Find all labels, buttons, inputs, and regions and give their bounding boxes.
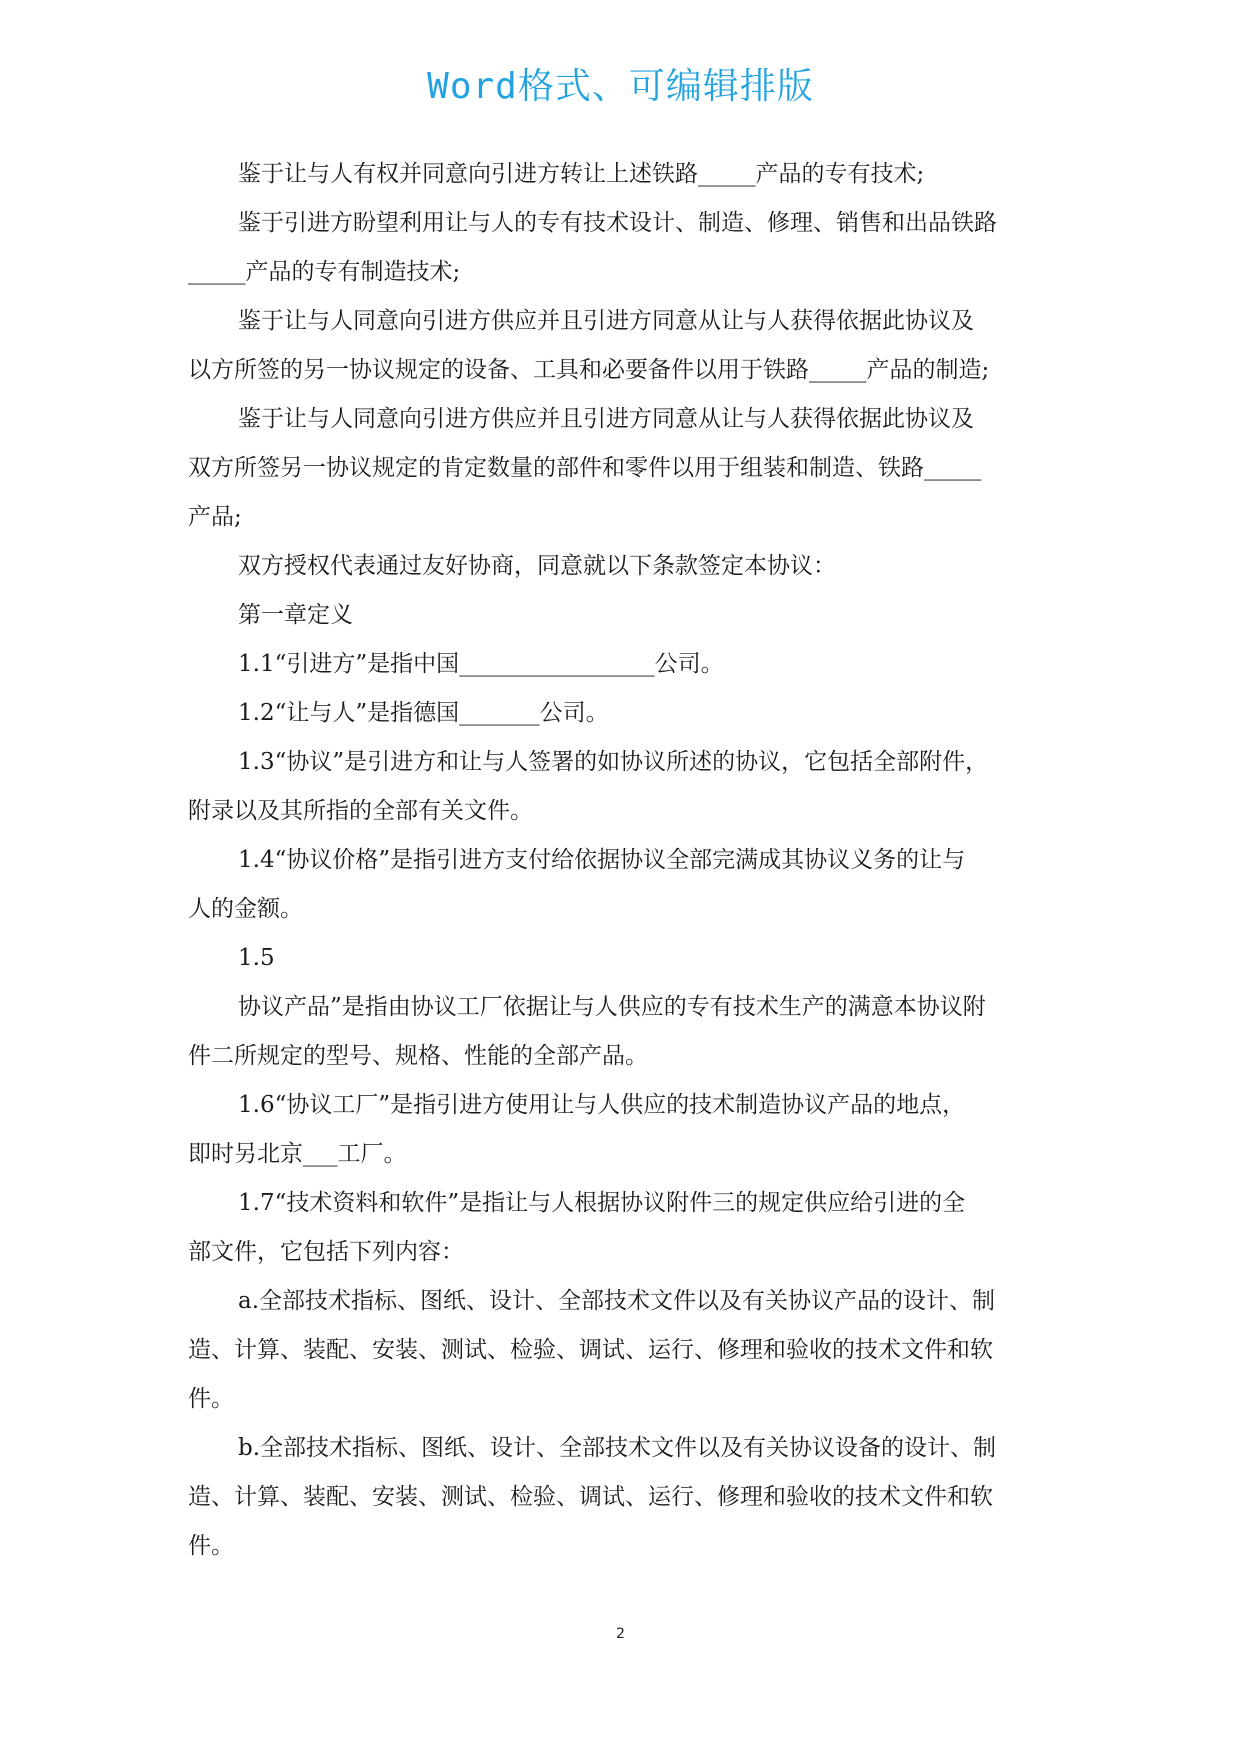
paragraph-line: _____产品的专有制造技术; [188, 259, 461, 285]
paragraph-line: 鉴于引进方盼望利用让与人的专有技术设计、制造、修理、销售和出品铁路 [238, 210, 997, 236]
paragraph-line: 件二所规定的型号、规格、性能的全部产品。 [188, 1043, 648, 1069]
definition-line: 1.2“让与人”是指德国_______公司。 [238, 700, 609, 726]
definition-line: 1.4“协议价格”是指引进方支付给依据协议全部完满成其协议义务的让与 [238, 847, 966, 873]
paragraph-line: 件。 [188, 1386, 234, 1412]
paragraph-line: 即时另北京___工厂。 [188, 1141, 407, 1167]
document-body [188, 150, 1058, 1571]
definition-line: 1.1“引进方”是指中国_________________公司。 [238, 651, 724, 677]
paragraph-line: 件。 [188, 1533, 234, 1559]
paragraph-line: 造、计算、装配、安装、测试、检验、调试、运行、修理和验收的技术文件和软 [188, 1337, 993, 1363]
definition-number: 1.5 [238, 945, 275, 971]
paragraph-line: 鉴于让与人有权并同意向引进方转让上述铁路_____产品的专有技术; [238, 161, 925, 187]
paragraph-line: 产品; [188, 504, 242, 530]
paragraph-line: 人的金额。 [188, 896, 303, 922]
definition-line: 1.3“协议”是引进方和让与人签署的如协议所述的协议，它包括全部附件， [238, 749, 989, 775]
paragraph-line: 鉴于让与人同意向引进方供应并且引进方同意从让与人获得依据此协议及 [238, 406, 974, 432]
paragraph-line: 以方所签的另一协议规定的设备、工具和必要备件以用于铁路_____产品的制造; [188, 357, 990, 383]
definition-line: 1.7“技术资料和软件”是指让与人根据协议附件三的规定供应给引进的全 [238, 1190, 966, 1216]
page-number: 2 [616, 1626, 625, 1642]
definition-line: 协议产品”是指由协议工厂依据让与人供应的专有技术生产的满意本协议附 [238, 994, 986, 1020]
paragraph-line: 附录以及其所指的全部有关文件。 [188, 798, 533, 824]
list-item-line: b.全部技术指标、图纸、设计、全部技术文件以及有关协议设备的设计、制 [238, 1435, 997, 1461]
paragraph-line: 鉴于让与人同意向引进方供应并且引进方同意从让与人获得依据此协议及 [238, 308, 974, 334]
definition-line: 1.6“协议工厂”是指引进方使用让与人供应的技术制造协议产品的地点， [238, 1092, 966, 1118]
chapter-heading: 第一章定义 [238, 602, 353, 628]
list-item-line: a.全部技术指标、图纸、设计、全部技术文件以及有关协议产品的设计、制 [238, 1288, 996, 1314]
paragraph-line: 部文件，它包括下列内容： [188, 1239, 464, 1265]
header-title: Word格式、可编辑排版 [427, 66, 814, 107]
paragraph-line: 双方授权代表通过友好协商，同意就以下条款签定本协议： [238, 553, 836, 579]
paragraph-line: 造、计算、装配、安装、测试、检验、调试、运行、修理和验收的技术文件和软 [188, 1484, 993, 1510]
paragraph-line: 双方所签另一协议规定的肯定数量的部件和零件以用于组装和制造、铁路_____ [188, 455, 982, 481]
